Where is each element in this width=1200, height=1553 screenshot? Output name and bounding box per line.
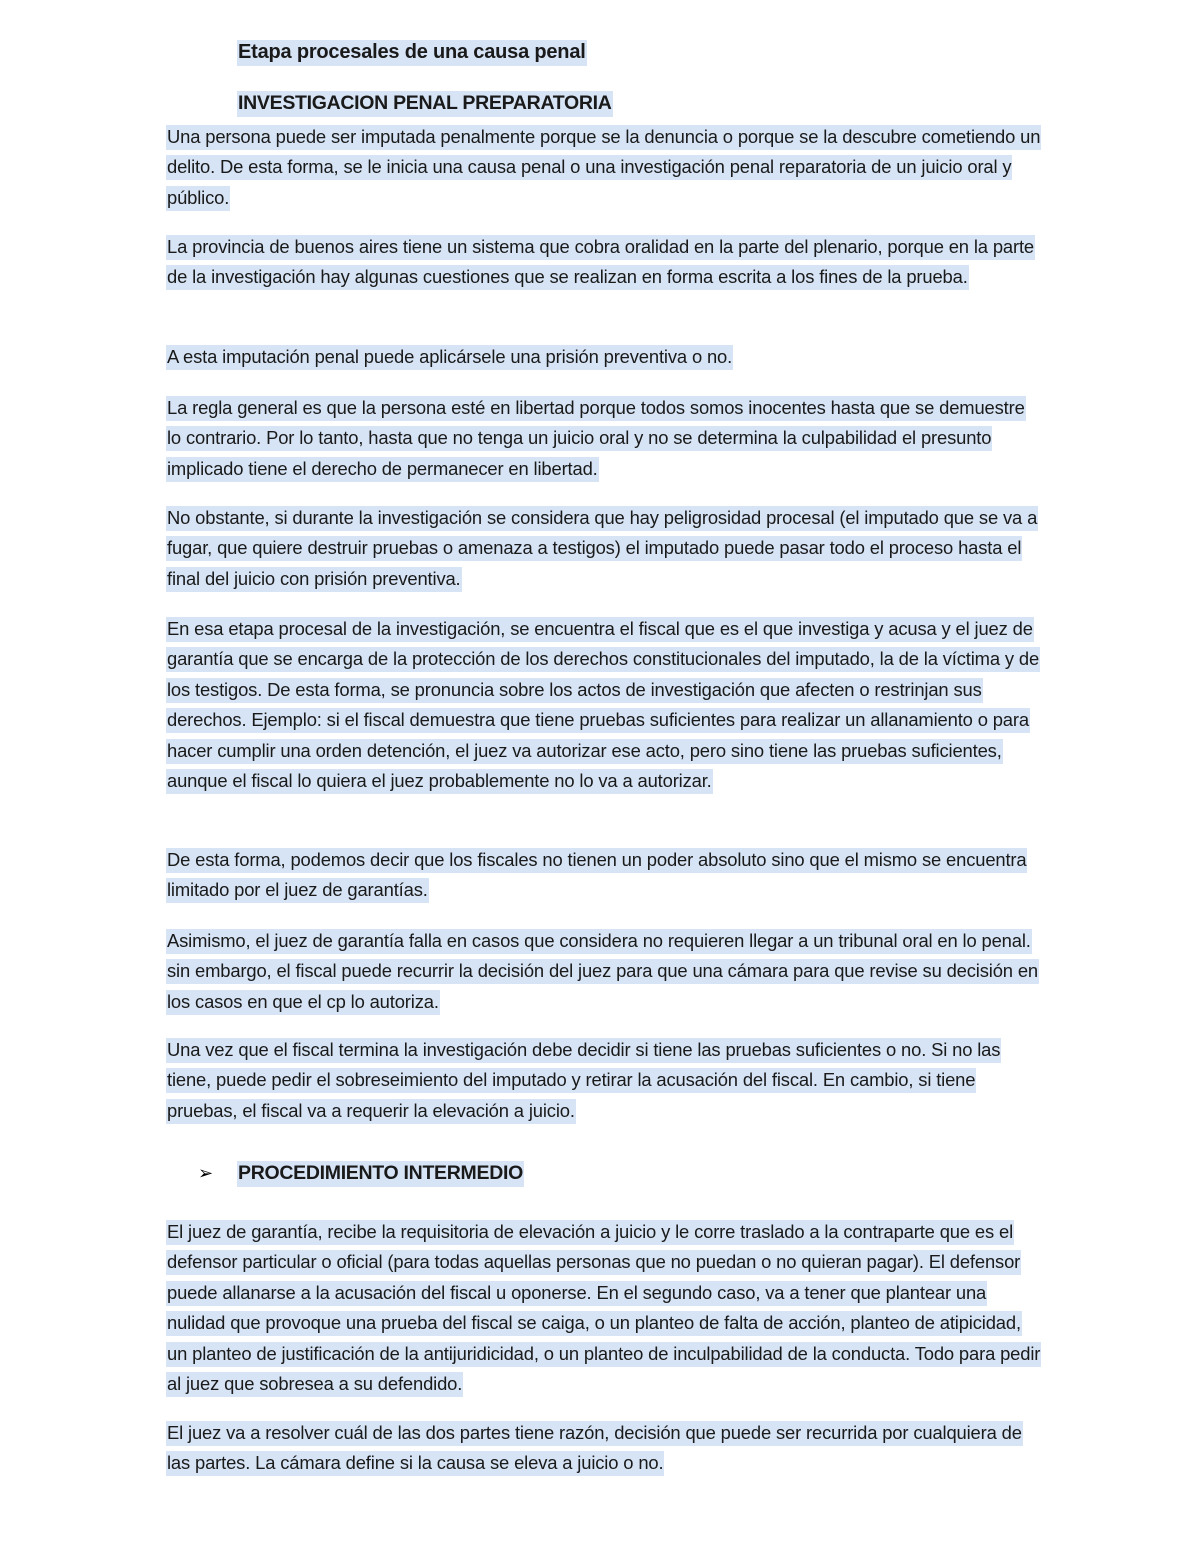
paragraph: [166, 1217, 1042, 1399]
paragraph-text: Una persona puede ser imputada penalmente porque se la denuncia o porque se la descubre cometiendo un delito. De esta forma, se le inicia una causa penal o una investigación penal reparatoria de un juicio oral y público.: [166, 125, 1041, 211]
paragraph-text: El juez va a resolver cuál de las dos partes tiene razón, decisión que puede ser recurrida por cualquiera de las partes. La cámara define si la causa se eleva a juicio o no.: [166, 1421, 1023, 1476]
paragraph: [166, 393, 1042, 484]
paragraph-text: No obstante, si durante la investigación se considera que hay peligrosidad procesal (el imputado que se va a fugar, que quiere destruir pruebas o amenaza a testigos) el imputado puede pasar todo el proceso hasta el final del juicio con prisión preventiva.: [166, 506, 1038, 592]
paragraph-text: Una vez que el fiscal termina la investigación debe decidir si tiene las pruebas suficientes o no. Si no las tiene, puede pedir el sobreseimiento del imputado y retirar la acusación del fiscal. En cambio, si tiene pruebas, el fiscal va a requerir la elevación a juicio.: [166, 1038, 1001, 1124]
paragraph: [166, 1418, 1042, 1479]
paragraph-text: El juez de garantía, recibe la requisitoria de elevación a juicio y le corre traslado a la contraparte que es el defensor particular o oficial (para todas aquellas personas que no puedan o no quieran pagar). El defensor puede allanarse a la acusación del fiscal u oponerse. En el segundo caso, va a tener que plantear una nulidad que provoque una prueba del fiscal se caiga, o un planteo de falta de acción, planteo de atipicidad, un planteo de justificación de la antijuridicidad, o un planteo de inculpabilidad de la conducta. Todo para pedir al juez que sobresea a su defendido.: [166, 1220, 1041, 1397]
paragraph: [166, 926, 1042, 1017]
paragraph-text: La regla general es que la persona esté en libertad porque todos somos inocentes hasta que se demuestre lo contrario. Por lo tanto, hasta que no tenga un juicio oral y no se determina la culpabilidad el presunto implicado tiene el derecho de permanecer en libertad.: [166, 396, 1026, 482]
paragraph: [166, 342, 1042, 372]
paragraph: [166, 1035, 1042, 1126]
section-heading-procedimiento: [237, 1159, 524, 1187]
section-heading-investigacion: [237, 89, 613, 117]
paragraph-text: Asimismo, el juez de garantía falla en casos que considera no requieren llegar a un tribunal oral en lo penal. sin embargo, el fiscal puede recurrir la decisión del juez para que una cámara para que revise su decisión en los casos en que el cp lo autoriza.: [166, 929, 1039, 1015]
paragraph-text: A esta imputación penal puede aplicársele una prisión preventiva o no.: [166, 345, 733, 370]
paragraph: [166, 122, 1042, 213]
document-title: [237, 38, 587, 66]
arrowhead-bullet-icon: ➢: [198, 1163, 214, 1183]
paragraph: [166, 503, 1042, 594]
paragraph-text: La provincia de buenos aires tiene un sistema que cobra oralidad en la parte del plenario, porque en la parte de la investigación hay algunas cuestiones que se realizan en forma escrita a los fines de la prueba.: [166, 235, 1035, 290]
document-title-text: Etapa procesales de una causa penal: [237, 40, 587, 66]
paragraph: [166, 232, 1042, 293]
paragraph-text: En esa etapa procesal de la investigación, se encuentra el fiscal que es el que investiga y acusa y el juez de garantía que se encarga de la protección de los derechos constitucionales del imputado, la de la víctima y de los testigos. De esta forma, se pronuncia sobre los actos de investigación que afecten o restrinjan sus derechos. Ejemplo: si el fiscal demuestra que tiene pruebas suficientes para realizar un allanamiento o para hacer cumplir una orden detención, el juez va autorizar ese acto, pero sino tiene las pruebas suficientes, aunque el fiscal lo quiera el juez probablemente no lo va a autorizar.: [166, 617, 1040, 794]
section-heading-procedimiento-text: PROCEDIMIENTO INTERMEDIO: [237, 1161, 524, 1187]
paragraph-text: De esta forma, podemos decir que los fiscales no tienen un poder absoluto sino que el mismo se encuentra limitado por el juez de garantías.: [166, 848, 1027, 903]
paragraph: [166, 614, 1042, 796]
section-heading-investigacion-text: INVESTIGACION PENAL PREPARATORIA: [237, 91, 613, 117]
paragraph: [166, 845, 1042, 906]
